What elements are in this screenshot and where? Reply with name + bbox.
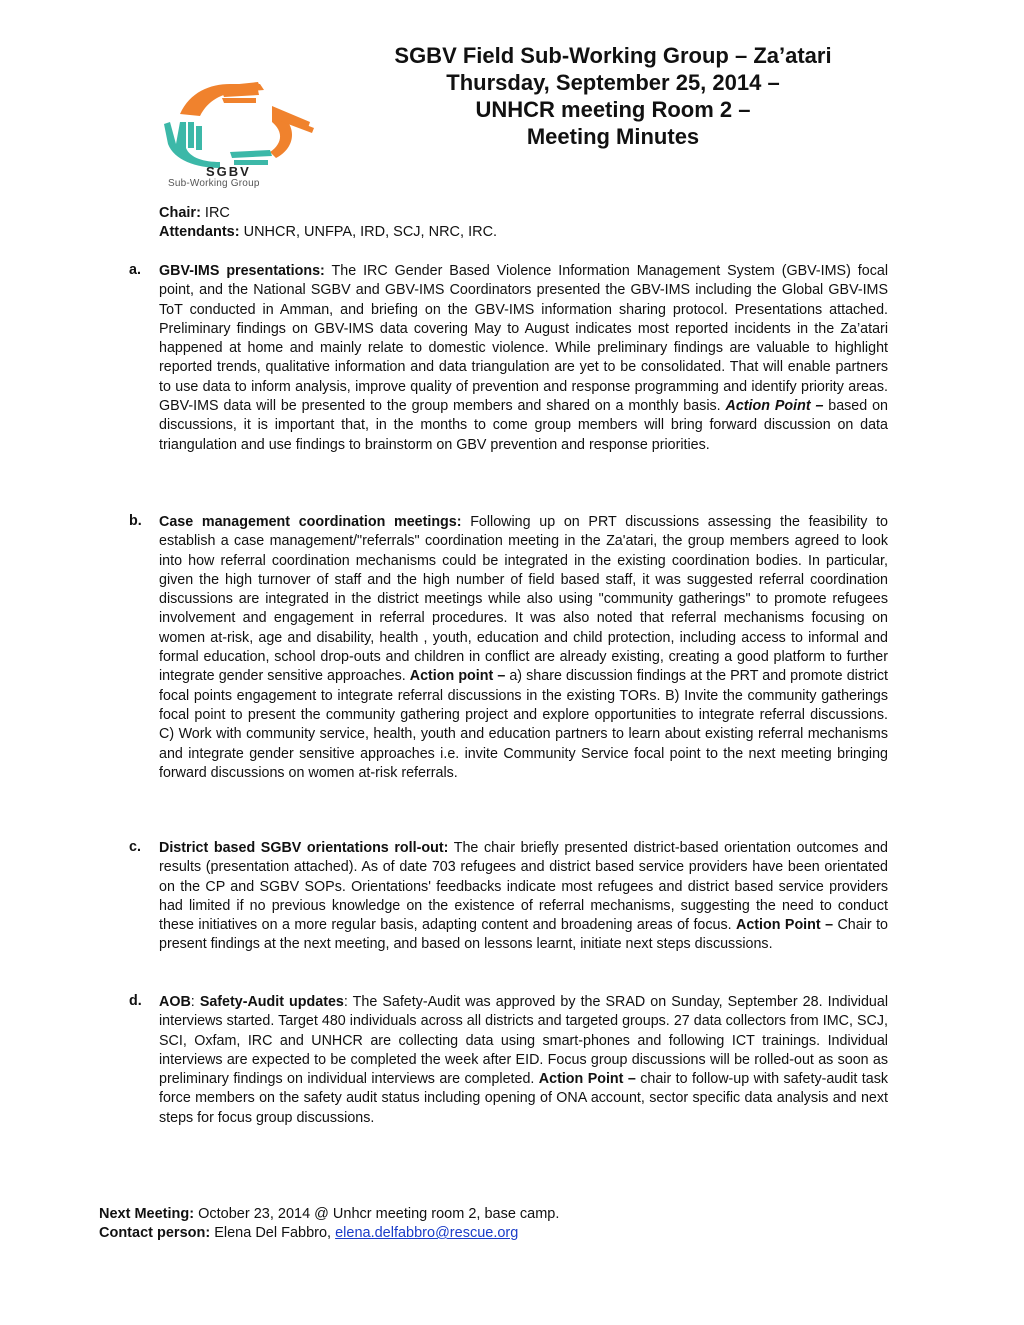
meeting-meta	[159, 204, 497, 242]
section-b-action-label: Action point –	[409, 668, 506, 685]
logo-title: SGBV	[206, 164, 251, 179]
section-a-action-text: based on discussions, it is important that, in the months to come group members will bring forward discussion on data triangulation and use findings to brainstorm on GBV prevention and response priorities.	[159, 398, 888, 453]
section-c-body: The chair briefly presented district-based orientation outcomes and results (presentation attached). As of date 703 refugees and district based service providers have been orientated on the CP and SGBV SOPs. Orientations' feedbacks indicate most refugees and district based service providers had limited if no previous knowledge on the existence of referral mechanisms, suggesting the need to conduct these initiatives on a more regular basis, adapting content and broadening areas of focus.	[159, 840, 888, 934]
section-d	[159, 993, 888, 1128]
document-header	[340, 42, 886, 150]
header-line-3: UNHCR meeting Room 2 –	[475, 97, 751, 122]
next-meeting-label: Next Meeting:	[99, 1206, 195, 1222]
sgbv-logo	[160, 78, 322, 190]
attendants-row	[159, 223, 497, 242]
section-a-heading: GBV-IMS presentations:	[159, 263, 325, 279]
header-line-2: Thursday, September 25, 2014 –	[446, 70, 780, 95]
section-d-subheading: Safety-Audit updates	[199, 994, 344, 1010]
section-b-action-text: a) share discussion findings at the PRT and promote district focal points engagement to integrate referral discussions in the existing TORs. B) Invite the community gatherings focal point to present the community gathering project and explore opportunities to integrate referral discussions. C) Work with community service, health, youth and education partners to learn about existing referral mechanisms and integrate gender sensitive approaches i.e. invite Community Service focal point to the next meeting bringing forward discussions on women at-risk referrals.	[159, 668, 888, 781]
section-c-heading: District based SGBV orientations roll-out:	[159, 840, 449, 856]
section-a-letter: a.	[129, 262, 141, 278]
section-d-action-label: Action Point –	[538, 1071, 636, 1088]
chair-row	[159, 204, 497, 223]
section-d-separator: :	[190, 994, 200, 1010]
section-d-action-text: chair to follow-up with safety-audit task force members on the safety audit status including opening of ONA account, sector specific data analysis and next steps for focus group discussions.	[159, 1071, 888, 1126]
section-a	[159, 262, 888, 455]
section-b-letter: b.	[129, 513, 142, 529]
section-d-letter: d.	[129, 993, 142, 1009]
chair-label: Chair:	[159, 205, 201, 221]
section-c	[159, 839, 888, 955]
header-line-4: Meeting Minutes	[526, 124, 700, 149]
section-b	[159, 513, 888, 783]
chair-value: IRC	[200, 205, 230, 221]
contact-label: Contact person:	[99, 1225, 211, 1241]
section-c-letter: c.	[129, 839, 141, 855]
section-d-body: : The Safety-Audit was approved by the SRAD on Sunday, September 28. Individual interviews started. Target 480 individuals across all districts and targeted groups. 27 data collectors from IMC, SCJ, SCI, Oxfam, IRC and UNHCR are collecting data using smart-phones and following ICT trainings. Individual interviews are expected to be completed the week after EID. Focus group discussions will be rolled-out as soon as preliminary findings on individual interviews are completed.	[159, 994, 889, 1088]
section-d-heading: AOB	[159, 994, 191, 1010]
next-meeting-value: October 23, 2014 @ Unhcr meeting room 2, base camp.	[194, 1206, 560, 1222]
header-line-1: SGBV Field Sub-Working Group – Za’atari	[394, 43, 832, 68]
attendants-label: Attendants:	[159, 224, 240, 240]
contact-email-link[interactable]: elena.delfabbro@rescue.org	[335, 1225, 519, 1241]
section-a-body: The IRC Gender Based Violence Information Management System (GBV-IMS) focal point, and the National SGBV and GBV-IMS Coordinators presented the GBV-IMS including the Global GBV-IMS ToT conducted in Amman, and briefing on the GBV-IMS information sharing protocol. Presentations attached. Preliminary findings on GBV-IMS data covering May to August indicates most reported incidents in the Za’atari happened at home and mainly relate to domestic violence. While preliminary findings are valuable to highlight reported trends, qualitative information and data triangulation are yet to be consolidated. That will enable partners to use data to inform analysis, improve quality of prevention and response programming and identify priority areas. GBV-IMS data will be presented to the group members and shared on a monthly basis.	[159, 263, 888, 415]
section-c-action-text: Chair to present findings at the next meeting, and based on lessons learnt, initiate next steps discussions.	[159, 917, 888, 953]
attendants-value: UNHCR, UNFPA, IRD, SCJ, NRC, IRC.	[239, 224, 498, 240]
logo-subtitle: Sub-Working Group	[168, 178, 260, 189]
section-a-action-label: Action Point –	[725, 398, 824, 415]
section-c-action-label: Action Point –	[736, 917, 834, 934]
contact-row	[99, 1224, 559, 1243]
next-meeting-row	[99, 1205, 559, 1224]
section-b-heading: Case management coordination meetings:	[159, 514, 462, 530]
contact-name: Elena Del Fabbro,	[210, 1225, 336, 1241]
hands-logo-icon	[160, 78, 322, 170]
document-footer	[99, 1205, 559, 1243]
section-b-body: Following up on PRT discussions assessing the feasibility to establish a case management/"referrals" coordination meeting in the Za'atari, the group members agreed to look into how referral coordination mechanisms could be integrated in the existing coordination bodies. In particular, given the high turnover of staff and the high number of field based staff, it was suggested referral coordination discussions are integrated in the district meetings while also using "community gatherings" to promote refugees involvement and engagement in referral procedures. It was also noted that referral mechanisms focusing on women at-risk, age and disability, health , youth, education and child protection, including access to informal and formal education, school drop-outs and children in conflict are already existing, creating a good platform to further integrate gender sensitive approaches.	[159, 514, 888, 685]
